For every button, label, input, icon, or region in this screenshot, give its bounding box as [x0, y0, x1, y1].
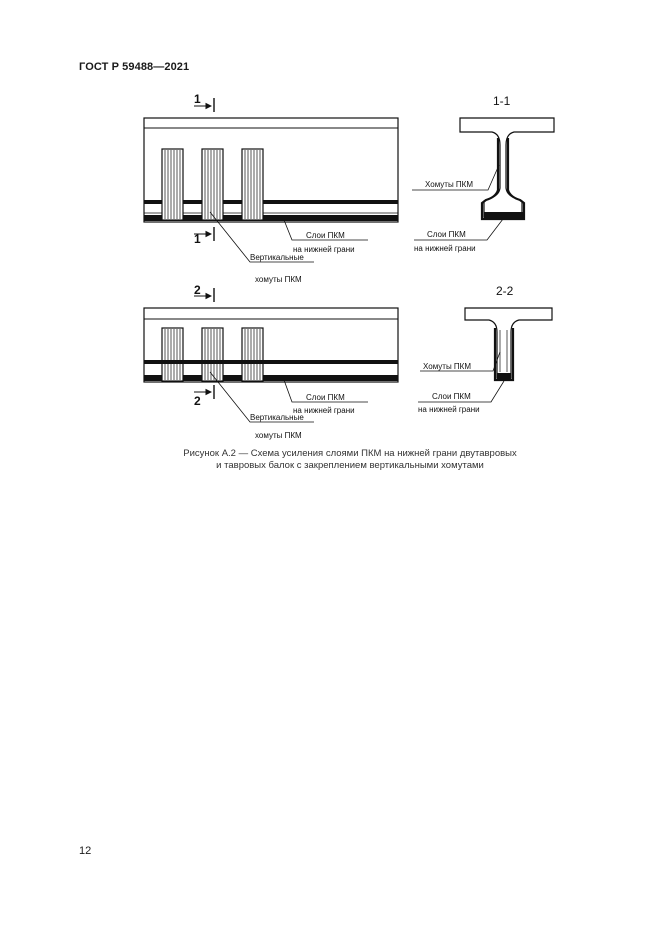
- t-beam-cross-section: [418, 308, 552, 402]
- label-layers: на нижней грани: [293, 245, 355, 254]
- i-beam-cross-section: [412, 118, 554, 240]
- label-layers: Слои ПКМ: [306, 231, 345, 240]
- t-beam-side-view: [144, 288, 398, 422]
- label-layers: Слои ПКМ: [306, 393, 345, 402]
- section-title: 1-1: [493, 94, 511, 108]
- document-header: ГОСТ Р 59488—2021: [79, 61, 190, 73]
- stirrup: [242, 149, 263, 220]
- stirrup: [202, 328, 223, 381]
- label-layers: на нижней грани: [293, 406, 355, 415]
- i-beam-side-view: [144, 98, 398, 262]
- label-section-stirrups: Хомуты ПКМ: [423, 362, 471, 371]
- caption-line: Рисунок А.2 — Схема усиления слоями ПКМ на нижней грани двутавровых: [183, 448, 517, 459]
- cut-number: 1: [194, 232, 201, 246]
- label-section-layers: Слои ПКМ: [427, 230, 466, 239]
- stirrup: [162, 149, 183, 220]
- stirrup: [202, 149, 223, 220]
- label-stirrups: хомуты ПКМ: [255, 431, 302, 440]
- stirrup: [162, 328, 183, 381]
- figure-caption: [150, 448, 550, 472]
- cut-number: 2: [194, 394, 201, 408]
- label-section-stirrups: Хомуты ПКМ: [425, 180, 473, 189]
- section-title: 2-2: [496, 284, 514, 298]
- label-stirrups: хомуты ПКМ: [255, 275, 302, 284]
- cut-number: 1: [194, 92, 201, 106]
- stirrup: [242, 328, 263, 381]
- label-section-layers: на нижней грани: [418, 405, 480, 414]
- page-number: 12: [79, 845, 92, 857]
- label-section-layers: на нижней грани: [414, 244, 476, 253]
- label-stirrups: Вертикальные: [250, 413, 304, 422]
- caption-line: и тавровых балок с закреплением вертикальными хомутами: [216, 460, 484, 471]
- cut-number: 2: [194, 283, 201, 297]
- label-section-layers: Слои ПКМ: [432, 392, 471, 401]
- label-stirrups: Вертикальные: [250, 253, 304, 262]
